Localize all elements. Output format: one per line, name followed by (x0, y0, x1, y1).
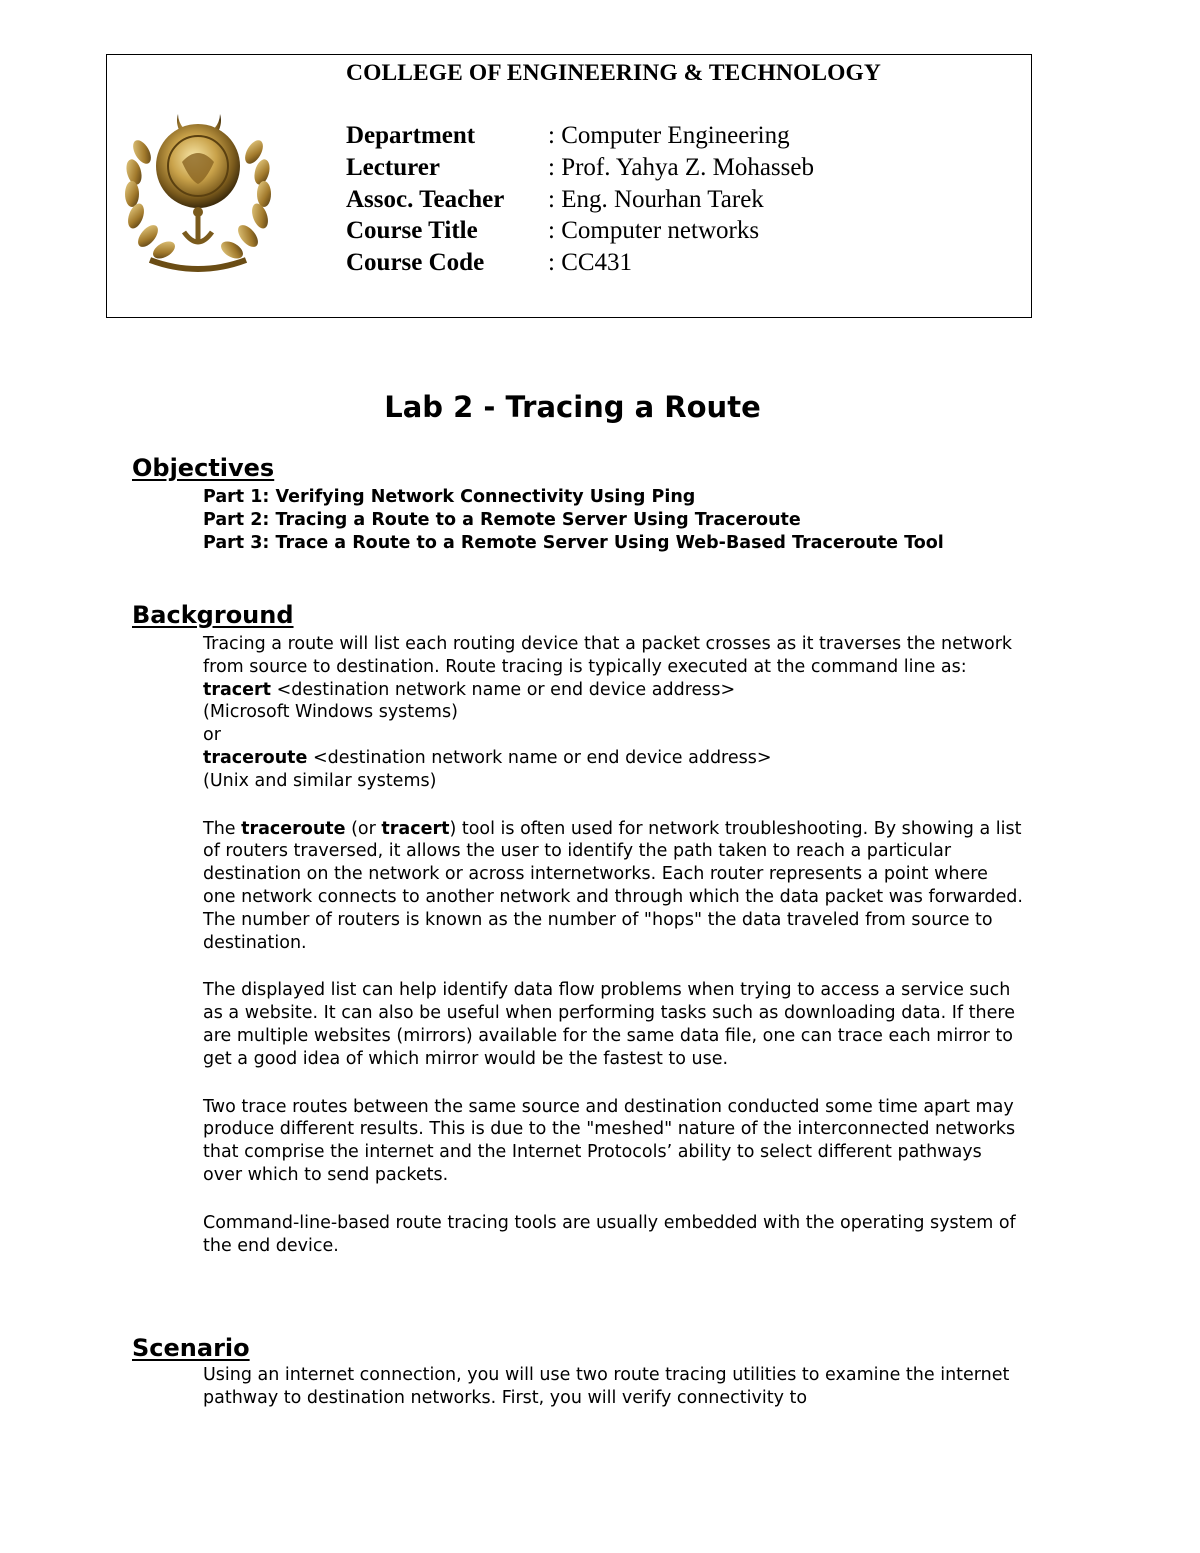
command-argument: <destination network name or end device address> (271, 679, 736, 700)
background-intro: Tracing a route will list each routing device that a packet crosses as it traverses the network from source to destination. Route tracing is typically executed at the command line as: (203, 634, 1013, 677)
command-name: traceroute (203, 747, 308, 768)
info-value: : Computer Engineering (548, 122, 790, 149)
info-value: : Prof. Yahya Z. Mohasseb (548, 154, 814, 181)
command-line-traceroute (203, 747, 1023, 770)
info-value: : Computer networks (548, 217, 760, 244)
background-paragraph (203, 818, 1023, 955)
background-heading: Background (132, 601, 294, 629)
scenario-body (203, 1364, 1023, 1410)
info-label: Lecturer (346, 154, 440, 181)
objective-item: Part 2: Tracing a Route to a Remote Server Using Traceroute (203, 510, 801, 531)
command-argument: <destination network name or end device address> (307, 747, 772, 768)
or-text: or (203, 725, 221, 746)
objectives-list (203, 486, 1023, 556)
command-note: (Unix and similar systems) (203, 770, 437, 791)
text-run: ) tool is often used for network troubleshooting. By showing a list of routers traversed, it allows the user to identify the path taken to reach a particular destination on the network or across internetworks. Each router represents a point where one network connects to another network and through which the data packet was forwarded. The number of routers is known as the number of "hops" the data traveled from source to destination. (203, 818, 1023, 953)
text-run: The (203, 818, 242, 839)
scenario-paragraph: Using an internet connection, you will use two route tracing utilities to examine the internet pathway to destination networks. First, you will verify connectivity to (203, 1365, 1010, 1408)
text-run: (or (345, 818, 382, 839)
objective-item: Part 3: Trace a Route to a Remote Server Using Web-Based Traceroute Tool (203, 533, 944, 554)
college-name: COLLEGE OF ENGINEERING & TECHNOLOGY (346, 60, 881, 86)
background-paragraph: The displayed list can help identify data flow problems when trying to access a service such as a website. It can also be useful when performing tasks such as downloading data. If there are multiple websites (mirrors) available for the same data file, one can trace each mirror to get a good idea of which mirror would be the fastest to use. (203, 980, 1015, 1069)
background-paragraph: Two trace routes between the same source and destination conducted some time apart may produce different results. This is due to the "meshed" nature of the interconnected networks that comprise the internet and the Internet Protocols’ ability to select different pathways over which to send packets. (203, 1096, 1016, 1185)
command-name: tracert (381, 818, 450, 839)
objective-item: Part 1: Verifying Network Connectivity Using Ping (203, 487, 696, 507)
info-label: Department (346, 122, 476, 149)
info-label: Course Title (346, 217, 478, 244)
info-value: : CC431 (548, 249, 633, 276)
lab-title: Lab 2 - Tracing a Route (384, 390, 761, 424)
background-body (203, 633, 1023, 1257)
scenario-heading: Scenario (132, 1334, 250, 1362)
info-value: : Eng. Nourhan Tarek (548, 186, 764, 213)
command-line-tracert (203, 679, 1023, 702)
command-name: tracert (203, 679, 272, 700)
college-seal-logo (120, 92, 276, 278)
command-note: (Microsoft Windows systems) (203, 702, 458, 723)
info-label: Assoc. Teacher (346, 186, 505, 213)
objectives-heading: Objectives (132, 454, 275, 482)
background-paragraph: Command-line-based route tracing tools are usually embedded with the operating system of the end device. (203, 1212, 1016, 1256)
command-name: traceroute (241, 818, 346, 839)
info-label: Course Code (346, 249, 485, 276)
